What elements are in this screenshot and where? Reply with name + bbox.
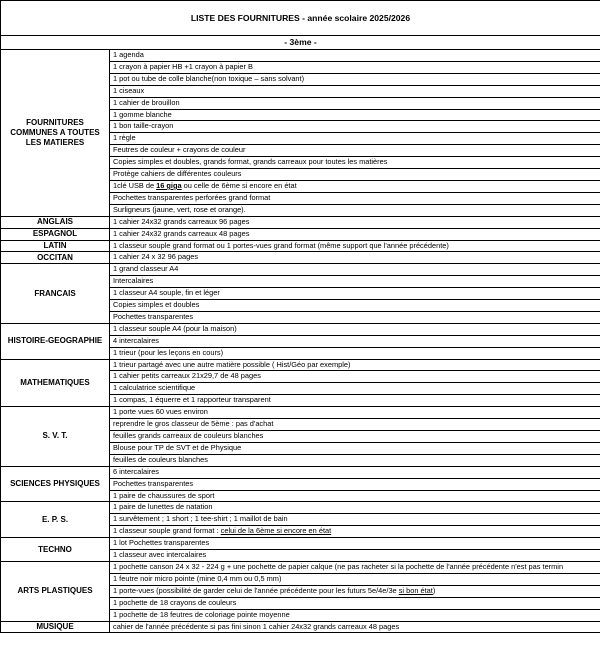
supply-item: 1 cahier 24x32 grands carreaux 48 pages bbox=[110, 228, 600, 240]
sheet-title: LISTE DES FOURNITURES - année scolaire 2025/2026 bbox=[1, 1, 600, 36]
subject-label: LATIN bbox=[1, 240, 110, 252]
item-row bbox=[1, 228, 600, 240]
supply-item: 1 bon taille-crayon bbox=[110, 121, 600, 133]
supply-item: Pochettes transparentes bbox=[110, 311, 600, 323]
supply-item: 1 porte vues 60 vues environ bbox=[110, 407, 600, 419]
supply-item: 1 classeur souple grand format : celui de la 6ème si encore en état bbox=[110, 526, 600, 538]
supply-item: 1clé USB de 16 giga ou celle de 6ème si encore en état bbox=[110, 180, 600, 192]
supply-item: 1 grand classeur A4 bbox=[110, 264, 600, 276]
supply-item: 1 classeur avec intercalaires bbox=[110, 550, 600, 562]
item-row bbox=[1, 502, 600, 514]
supply-item: 1 paire de chaussures de sport bbox=[110, 490, 600, 502]
subject-label: OCCITAN bbox=[1, 252, 110, 264]
item-row bbox=[1, 264, 600, 276]
supply-item: 1 classeur souple grand format ou 1 portes-vues grand format (même support que l'année précédente) bbox=[110, 240, 600, 252]
item-row bbox=[1, 240, 600, 252]
supply-item: 1 feutre noir micro pointe (mine 0,4 mm ou 0,5 mm) bbox=[110, 573, 600, 585]
supply-item: 1 pochette de 18 crayons de couleurs bbox=[110, 597, 600, 609]
supply-item: 1 calculatrice scientifique bbox=[110, 383, 600, 395]
supply-item: Intercalaires bbox=[110, 276, 600, 288]
supply-item: 1 règle bbox=[110, 133, 600, 145]
supply-item: 1 cahier petits carreaux 21x29,7 de 48 pages bbox=[110, 371, 600, 383]
supply-item: Pochettes transparentes perforées grand format bbox=[110, 192, 600, 204]
subject-label: E. P. S. bbox=[1, 502, 110, 538]
supply-item: cahier de l'année précédente si pas fini sinon 1 cahier 24x32 grands carreaux 48 pages bbox=[110, 621, 600, 633]
supply-item: Copies simples et doubles, grands format, grands carreaux pour toutes les matières bbox=[110, 157, 600, 169]
supply-item: 1 cahier 24x32 grands carreaux 96 pages bbox=[110, 216, 600, 228]
supply-item: Blouse pour TP de SVT et de Physique bbox=[110, 442, 600, 454]
emphasis-text: celui de la 6ème si encore en état bbox=[220, 526, 332, 536]
supply-item: 6 intercalaires bbox=[110, 466, 600, 478]
item-row bbox=[1, 538, 600, 550]
title-row bbox=[1, 1, 600, 36]
supply-item: 1 porte-vues (possibilité de garder celui de l'année précédente pour les futurs 5e/4e/3e si bon état) bbox=[110, 585, 600, 597]
supply-item: 1 pochette de 18 feutres de coloriage pointe moyenne bbox=[110, 609, 600, 621]
subject-label: S. V. T. bbox=[1, 407, 110, 467]
subject-label: FOURNITURES COMMUNES A TOUTES LES MATIERES bbox=[1, 50, 110, 217]
subject-label: FRANCAIS bbox=[1, 264, 110, 324]
subject-label: HISTOIRE-GEOGRAPHIE bbox=[1, 323, 110, 359]
supply-item: 1 gomme blanche bbox=[110, 109, 600, 121]
supply-item: feuilles de couleurs blanches bbox=[110, 454, 600, 466]
supply-item: Protège cahiers de différentes couleurs bbox=[110, 169, 600, 181]
subject-label: MUSIQUE bbox=[1, 621, 110, 633]
supply-item: 1 classeur A4 souple, fin et léger bbox=[110, 288, 600, 300]
emphasis-text: si bon état bbox=[398, 585, 433, 595]
subject-label: ESPAGNOL bbox=[1, 228, 110, 240]
supply-item: Copies simples et doubles bbox=[110, 300, 600, 312]
subject-label: MATHEMATIQUES bbox=[1, 359, 110, 407]
supply-item: 1 agenda bbox=[110, 50, 600, 62]
supply-item: 1 lot Pochettes transparentes bbox=[110, 538, 600, 550]
supply-item: 1 classeur souple A4 (pour la maison) bbox=[110, 323, 600, 335]
subject-label: ANGLAIS bbox=[1, 216, 110, 228]
supply-item: 1 crayon à papier HB +1 crayon à papier B bbox=[110, 61, 600, 73]
item-row bbox=[1, 407, 600, 419]
item-row bbox=[1, 252, 600, 264]
level-row bbox=[1, 36, 600, 50]
supply-item: 1 survêtement ; 1 short ; 1 tee-shirt ; 1 maillot de bain bbox=[110, 514, 600, 526]
item-row bbox=[1, 561, 600, 573]
item-row bbox=[1, 466, 600, 478]
subject-label: SCIENCES PHYSIQUES bbox=[1, 466, 110, 502]
item-row bbox=[1, 216, 600, 228]
supply-item: 1 pochette canson 24 x 32 - 224 g + une pochette de papier calque (ne pas racheter si la pochette de l'année précédente n'est pas termin bbox=[110, 561, 600, 573]
subject-label: ARTS PLASTIQUES bbox=[1, 561, 110, 621]
emphasis-text: 16 giga bbox=[156, 180, 182, 190]
supply-item: feuilles grands carreaux de couleurs blanches bbox=[110, 431, 600, 443]
supply-item: Surligneurs (jaune, vert, rose et orange). bbox=[110, 204, 600, 216]
supply-item: 4 intercalaires bbox=[110, 335, 600, 347]
item-row bbox=[1, 359, 600, 371]
supply-item: 1 compas, 1 équerre et 1 rapporteur transparent bbox=[110, 395, 600, 407]
supply-item: Pochettes transparentes bbox=[110, 478, 600, 490]
subject-label: TECHNO bbox=[1, 538, 110, 562]
supply-item: 1 cahier 24 x 32 96 pages bbox=[110, 252, 600, 264]
supply-item: 1 trieur partagé avec une autre matière possible ( Hist/Géo par exemple) bbox=[110, 359, 600, 371]
item-row bbox=[1, 323, 600, 335]
supply-item: reprendre le gros classeur de 5ème : pas d'achat bbox=[110, 419, 600, 431]
supply-item: 1 trieur (pour les leçons en cours) bbox=[110, 347, 600, 359]
supply-item: 1 pot ou tube de colle blanche(non toxique – sans solvant) bbox=[110, 73, 600, 85]
supply-item: Feutres de couleur + crayons de couleur bbox=[110, 145, 600, 157]
supply-item: 1 paire de lunettes de natation bbox=[110, 502, 600, 514]
class-level: - 3ème - bbox=[1, 36, 600, 50]
supply-item: 1 ciseaux bbox=[110, 85, 600, 97]
item-row bbox=[1, 621, 600, 633]
supply-item: 1 cahier de brouillon bbox=[110, 97, 600, 109]
item-row bbox=[1, 50, 600, 62]
